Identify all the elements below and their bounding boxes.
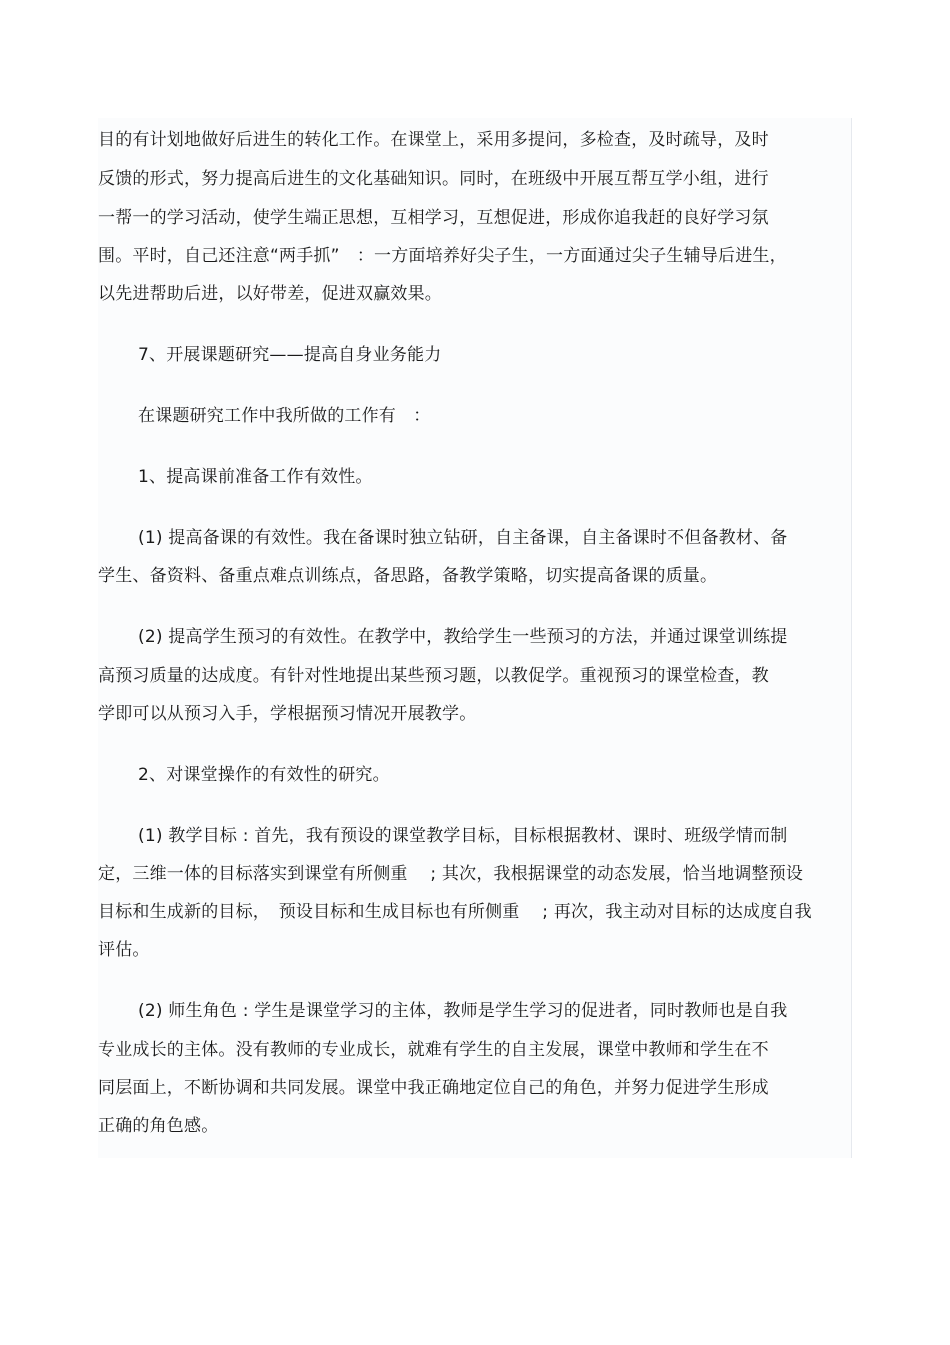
paragraph-line: 目的有计划地做好后进生的转化工作。在课堂上，采用多提问，多检查，及时疏导，及时 xyxy=(98,130,769,150)
paragraph-line: (1) 提高备课的有效性。我在备课时独立钻研，自主备课，自主备课时不但备教材、备 xyxy=(138,528,788,548)
paragraph-line: (2) 提高学生预习的有效性。在教学中，教给学生一些预习的方法，并通过课堂训练提 xyxy=(138,627,788,647)
paragraph-line: 高预习质量的达成度。有针对性地提出某些预习题，以教促学。重视预习的课堂检查，教 xyxy=(98,666,769,686)
paragraph-line: 目标和生成新的目标， 预设目标和生成目标也有所侧重 ; 再次，我主动对目标的达成度自我 xyxy=(98,902,812,922)
paragraph-line: 以先进帮助后进，以好带差，促进双赢效果。 xyxy=(98,284,442,304)
paragraph-line: 正确的角色感。 xyxy=(98,1116,219,1136)
paragraph-line: 围。平时，自己还注意“两手抓” ：一方面培养好尖子生，一方面通过尖子生辅导后进生， xyxy=(98,246,787,266)
section-heading: 2、对课堂操作的有效性的研究。 xyxy=(138,765,390,785)
paragraph-line: 专业成长的主体。没有教师的专业成长，就难有学生的自主发展，课堂中教师和学生在不 xyxy=(98,1040,769,1060)
section-heading: 7、开展课题研究——提高自身业务能力 xyxy=(138,345,442,365)
text-content-area xyxy=(98,118,852,1158)
paragraph-line: 定，三维一体的目标落实到课堂有所侧重 ; 其次，我根据课堂的动态发展，恰当地调整预设 xyxy=(98,864,804,884)
paragraph-line: (1) 教学目标 : 首先，我有预设的课堂教学目标，目标根据教材、课时、班级学情而制 xyxy=(138,826,788,846)
paragraph-line: 在课题研究工作中我所做的工作有 ： xyxy=(138,406,431,426)
paragraph-line: 评估。 xyxy=(98,940,150,960)
paragraph-line: 同层面上，不断协调和共同发展。课堂中我正确地定位自己的角色，并努力促进学生形成 xyxy=(98,1078,769,1098)
paragraph-line: 学即可以从预习入手，学根据预习情况开展教学。 xyxy=(98,704,477,724)
paragraph-line: (2) 师生角色 : 学生是课堂学习的主体，教师是学生学习的促进者，同时教师也是自我 xyxy=(138,1001,788,1021)
paragraph-line: 一帮一的学习活动，使学生端正思想，互相学习，互想促进，形成你追我赶的良好学习氛 xyxy=(98,208,769,228)
paragraph-line: 反馈的形式，努力提高后进生的文化基础知识。同时，在班级中开展互帮互学小组，进行 xyxy=(98,169,769,189)
section-heading: 1、提高课前准备工作有效性。 xyxy=(138,467,373,487)
paragraph-line: 学生、备资料、备重点难点训练点，备思路，备教学策略，切实提高备课的质量。 xyxy=(98,566,718,586)
